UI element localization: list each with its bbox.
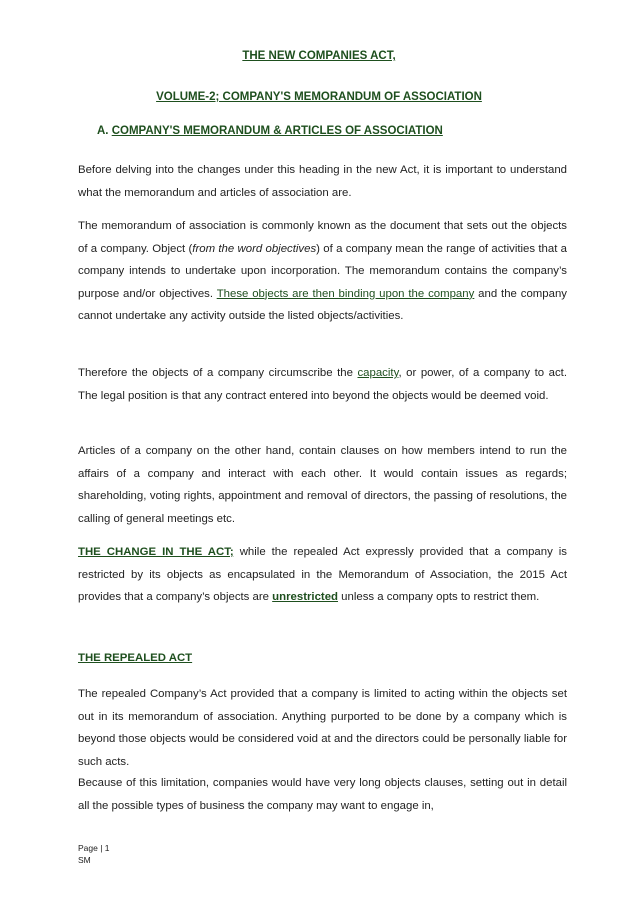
capacity-text-1: Therefore the objects of a company circumscribe the (78, 367, 358, 379)
capacity-paragraph (78, 362, 567, 407)
limitation-paragraph: Because of this limitation, companies would have very long objects clauses, setting out in detail all the possible types of business the company may want to engage in, (78, 777, 567, 812)
articles-paragraph: Articles of a company on the other hand, contain clauses on how members intend to run the affairs of a company and interact with each other. It would contain issues as regards; shareholding, voting rights, appointment and removal of directors, the passing of resolutions, the calling of general meetings etc. (78, 445, 567, 525)
change-text-2: unless a company opts to restrict them. (338, 591, 540, 603)
change-label: THE CHANGE IN THE ACT; (78, 546, 234, 558)
capacity-underlined: capacity (357, 367, 399, 379)
intro-paragraph: Before delving into the changes under this heading in the new Act, it is important to understand what the memorandum and articles of association are. (78, 164, 567, 199)
section-title: COMPANY'S MEMORANDUM & ARTICLES OF ASSOCIATION (111, 125, 443, 137)
memorandum-text-2: ) of a company mean the range of activities that a company intends to undertake upon incorporation. The memorandum contains the company’s purpose and/or objectives. (78, 242, 568, 300)
document-title: THE NEW COMPANIES ACT, (242, 50, 396, 62)
memorandum-paragraph (78, 215, 567, 328)
repealed-paragraph: The repealed Company’s Act provided that a company is limited to acting within the objects set out in its memorandum of association. Anything purported to be done by a company which is beyond those objects would be considered void at and the directors could be personally liable for such acts. (78, 688, 567, 768)
author-initials: SM (78, 855, 91, 865)
capacity-text-2: , or power, of a company to act. The legal position is that any contract entered into beyond the objects would be deemed void. (78, 367, 568, 402)
section-a-heading (97, 125, 443, 137)
memorandum-text-3: and the company cannot undertake any activity outside the listed objects/activities. (78, 287, 567, 322)
change-text-1: while the repealed Act expressly provided that a company is restricted by its objects as encapsulated in the Memorandum of Association, the 2015 Act provides that a company’s objects are (78, 546, 567, 603)
page-number: Page | 1 (78, 843, 110, 853)
memorandum-italic: from the word objectives (192, 242, 317, 255)
memorandum-text-1: The memorandum of association is commonly known as the document that sets out the objects of a company. Object ( (78, 220, 567, 255)
change-paragraph (78, 541, 567, 609)
memorandum-underlined: These objects are then binding upon the company (216, 287, 475, 300)
document-subtitle: VOLUME-2; COMPANY'S MEMORANDUM OF ASSOCIATION (156, 91, 482, 103)
section-marker: A. (97, 125, 109, 137)
repealed-act-heading: THE REPEALED ACT (78, 652, 193, 664)
change-emphasis: unrestricted (272, 591, 339, 603)
